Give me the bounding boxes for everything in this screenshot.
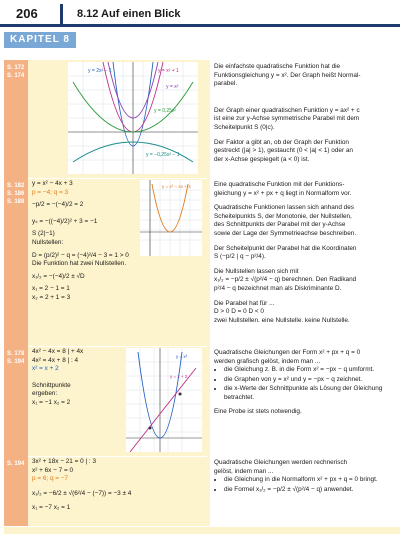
text-line: Eine quadratische Funktion mit der Funktions- — [214, 181, 345, 188]
intersection-graph — [126, 348, 202, 452]
text-line: gleichung y = x² + px + q liegt in Normalform vor. — [214, 189, 352, 197]
math-line: Nullstellen: — [32, 238, 64, 246]
list-item: • die Gleichung z. B. in die Form x² = −px − q umformt. — [224, 366, 396, 375]
page-ref: S. 178 — [7, 351, 25, 357]
math-line: x₁/₂ = −6/2 ± √(6²/4 − (−7)) = −3 ± 4 — [32, 489, 132, 497]
list-item: • die Gleichung in die Normalform x² + px + q = 0 bringt. — [224, 476, 396, 485]
table-row — [4, 346, 400, 457]
graph-label: y = −0,25x² − 1 — [146, 152, 180, 158]
graph-label: y = x + 2 — [170, 374, 188, 379]
page-reference — [4, 346, 28, 456]
text-line: Quadratische Gleichungen werden rechnerisch — [214, 459, 348, 466]
page-ref: S. 186 — [7, 191, 25, 197]
text-line: Eine Probe ist stets notwendig. — [214, 407, 302, 415]
chapter-badge: KAPITEL 8 — [4, 32, 76, 48]
table-row — [4, 60, 400, 179]
text-line: Der Graph einer quadratischen Funktion y = ax² + c — [214, 106, 360, 114]
graph-label: y = x² — [166, 84, 179, 90]
page-ref: S. 188 — [7, 199, 25, 205]
parabola-family-graph — [68, 62, 198, 174]
text-line: werden grafisch gelöst, indem man ... — [214, 357, 321, 365]
math-line: x₂ = 2 + 1 = 3 — [32, 293, 71, 301]
text-line: p²/4 − q bezeichnet man als Diskriminante D. — [214, 284, 342, 292]
math-line: p = −4; q = 3 — [32, 188, 69, 196]
math-line: yₛ = −((−4)/2)² + 3 = −1 — [32, 217, 98, 225]
math-line: Die Funktion hat zwei Nullstellen. — [32, 260, 127, 268]
page-ref: S. 194 — [7, 359, 25, 365]
list-item: • die Formel x₁/₂ = −p/2 ± √(p²/4 − q) anwendet. — [224, 486, 396, 495]
text-line: der x-Achse gespiegelt (a < 0) ist. — [214, 155, 310, 163]
page-ref: S. 182 — [7, 183, 25, 189]
math-line: p = 6; q = −7 — [32, 475, 69, 483]
math-line: −p/2 = −(−4)/2 = 2 — [32, 201, 84, 209]
explanation-text — [210, 456, 400, 526]
math-line: Schnittpunkte — [32, 381, 71, 389]
page-reference — [4, 456, 28, 526]
explanation-text — [210, 346, 400, 456]
page-ref: S. 194 — [7, 461, 25, 467]
math-line: S (2|−1) — [32, 230, 55, 238]
text-line: Die einfachste quadratische Funktion hat die — [214, 63, 341, 70]
math-line: x₁/₂ = −(−4)/2 ± √D — [32, 272, 85, 280]
table-row — [4, 456, 400, 527]
text-line: zwei Nullstellen. eine Nullstelle. keine Nullstelle. — [214, 316, 350, 324]
header-rule — [0, 24, 400, 27]
text-line: sowie der Lage der Symmetrieachse beschreiben. — [214, 229, 357, 237]
table-row — [4, 178, 400, 347]
page-reference — [4, 178, 28, 346]
math-line: x₁ = 2 − 1 = 1 — [32, 285, 70, 293]
text-line: Scheitelpunkt S (0|c). — [214, 123, 275, 131]
graph-label: y = 2x² − 1 — [88, 68, 112, 74]
text-line: Funktionsgleichung y = x². Der Graph heißt Normal- — [214, 71, 361, 79]
text-line: Der Scheitelpunkt der Parabel hat die Koordinaten — [214, 244, 357, 252]
list-item: • die x-Werte der Schnittpunkte als Lösung der Gleichung betrachtet. — [224, 385, 396, 402]
text-line: Scheitelpunkts S, der Monotonie, der Nullstellen, — [214, 212, 352, 220]
math-line: 3x² + 18x − 21 = 0 | : 3 — [32, 458, 97, 465]
graph-label: y = x² + 1 — [158, 68, 179, 74]
section-title: 8.12 Auf einen Blick — [60, 4, 400, 24]
text-line: gestreckt (|a| > 1), gestaucht (0 < |a| < 1) oder an — [214, 147, 353, 155]
summary-table — [4, 60, 400, 534]
text-line: ist eine zur y-Achse symmetrische Parabel mit dem — [214, 115, 360, 123]
math-line: x² + 6x − 7 = 0 — [32, 466, 74, 474]
text-line: Der Faktor a gibt an, ob der Graph der Funktion — [214, 138, 349, 146]
bullet-list — [214, 366, 396, 402]
math-line: x² = x + 2 — [32, 365, 59, 373]
graph-label: y = x² — [176, 354, 188, 359]
text-line: gelöst, indem man ... — [214, 467, 274, 475]
math-line: 4x² = 4x + 8 | : 4 — [32, 356, 79, 364]
explanation-text — [210, 60, 400, 178]
math-line: x₁ = −7 x₂ = 1 — [32, 504, 71, 512]
text-line: D > 0 D = 0 D < 0 — [214, 308, 264, 316]
page-number: 206 — [4, 4, 72, 24]
math-line: 4x² − 4x = 8 | + 4x — [32, 348, 84, 355]
text-line: parabel. — [214, 80, 238, 88]
page-ref: S. 172 — [7, 65, 25, 71]
text-line: x₁/₂ = −p/2 ± √(p²/4 − q) berechnen. Den Radikand — [214, 276, 357, 284]
graph-label: y = x² − 4x + 3 — [162, 184, 191, 189]
graph-label: y = 0,25x² — [154, 108, 177, 114]
page-ref: S. 174 — [7, 73, 25, 79]
text-line: Die Parabel hat für ... — [214, 299, 275, 307]
text-line: Quadratische Funktionen lassen sich anhand des — [214, 204, 354, 212]
text-line: Die Nullstellen lassen sich mit — [214, 267, 299, 275]
page-reference — [4, 60, 28, 178]
math-line: D = (p/2)² − q = (−4)²/4 − 3 = 1 > 0 — [32, 251, 129, 259]
explanation-text — [210, 178, 400, 346]
list-item: • die Graphen von y = x² und y = −px − q zeichnet. — [224, 376, 396, 385]
math-line: y = x² − 4x + 3 — [32, 180, 73, 187]
text-line: Quadratische Gleichungen der Form x² + px + q = 0 — [214, 349, 361, 356]
parabola-graph — [140, 180, 202, 256]
math-line: ergeben: — [32, 390, 58, 398]
text-line: des Schnittpunkts der Parabel mit der y-Achse — [214, 221, 346, 229]
bullet-list — [214, 476, 396, 494]
math-line: x₁ = −1 x₂ = 2 — [32, 398, 71, 406]
text-line: S (−p/2 | q − p²/4). — [214, 253, 266, 261]
